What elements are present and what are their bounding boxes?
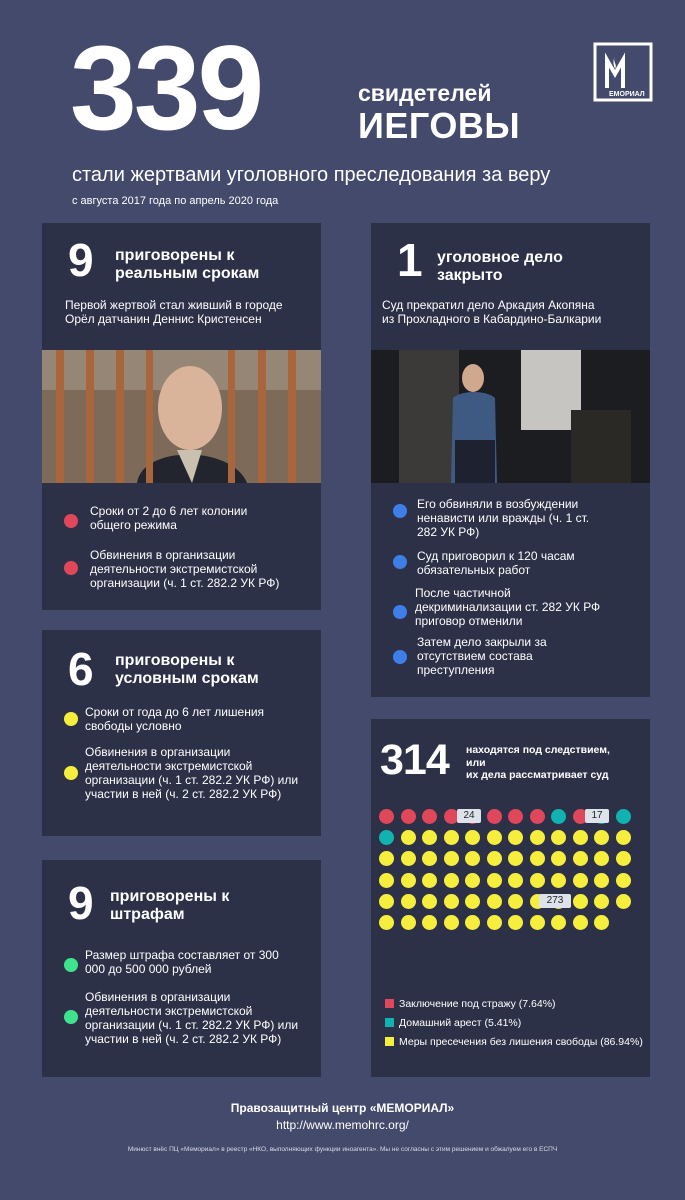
matrix-dot: [422, 809, 437, 824]
legend-house-arrest: Домашний арест (5.41%): [385, 1017, 521, 1029]
fines-bullet-1: Размер штрафа составляет от 300 000 до 500 000 рублей: [85, 948, 279, 977]
card-suspended-sentences: [42, 630, 321, 836]
matrix-dot: [401, 809, 416, 824]
matrix-dot: [465, 894, 480, 909]
real-bullet-2: Обвинения в организации деятельности экстремистской организации (ч. 1 ст. 282.2 УК РФ): [90, 548, 280, 591]
investigation-number: 314: [380, 736, 449, 784]
matrix-count-label: 17: [585, 809, 609, 823]
matrix-dot: [616, 830, 631, 845]
matrix-dot: [422, 851, 437, 866]
real-sentences-number: 9: [68, 234, 94, 286]
period-dates: с августа 2017 года по апрель 2020 года: [72, 195, 279, 207]
fines-bullet-2: Обвинения в организации деятельности экстремистской организации (ч. 1 ст. 282.2 УК РФ) или участии в ней (ч. 2 ст. 282.2 УК РФ): [85, 990, 299, 1047]
red-legend-swatch: [385, 999, 394, 1008]
card-case-closed: [371, 223, 650, 697]
matrix-dot: [616, 894, 631, 909]
matrix-dot: [379, 894, 394, 909]
matrix-dot: [487, 809, 502, 824]
matrix-dot: [487, 830, 502, 845]
matrix-dot: [401, 894, 416, 909]
card-under-investigation: [371, 719, 650, 1077]
matrix-dot: [465, 851, 480, 866]
yellow-bullet-icon: [64, 712, 78, 726]
matrix-dot: [616, 873, 631, 888]
matrix-dot: [444, 851, 459, 866]
suspended-title: приговорены к условным срокам: [115, 652, 259, 688]
card-real-sentences: [42, 223, 321, 610]
matrix-dot: [379, 915, 394, 930]
matrix-dot: [594, 830, 609, 845]
header-witnesses-label: свидетелей: [358, 80, 492, 106]
header-jehovah-label: ИЕГОВЫ: [358, 105, 521, 146]
matrix-dot: [551, 851, 566, 866]
matrix-dot: [444, 830, 459, 845]
matrix-dot: [401, 830, 416, 845]
matrix-dot: [594, 894, 609, 909]
matrix-dot: [594, 851, 609, 866]
matrix-dot: [487, 915, 502, 930]
matrix-dot: [573, 915, 588, 930]
suspended-number: 6: [68, 643, 94, 695]
closed-case-description: Суд прекратил дело Аркадия Акопяна из Прохладного в Кабардино-Балкарии: [382, 298, 602, 327]
matrix-dot: [379, 830, 394, 845]
matrix-dot: [530, 809, 545, 824]
matrix-dot: [594, 873, 609, 888]
matrix-dot: [487, 894, 502, 909]
matrix-dot: [401, 873, 416, 888]
matrix-dot: [444, 915, 459, 930]
blue-bullet-icon: [393, 650, 407, 664]
legend-no-detention: Меры пресечения без лишения свободы (86.94%): [385, 1036, 643, 1048]
matrix-dot: [422, 894, 437, 909]
matrix-dot: [508, 894, 523, 909]
matrix-dot: [573, 851, 588, 866]
matrix-count-label: 24: [457, 809, 481, 823]
fines-number: 9: [68, 877, 94, 929]
logo-text: ЕМОРИАЛ: [609, 91, 645, 98]
matrix-dot: [594, 915, 609, 930]
footer-org-name: Правозащитный центр «МЕМОРИАЛ»: [230, 1101, 455, 1115]
matrix-dot: [422, 873, 437, 888]
teal-legend-swatch: [385, 1018, 394, 1027]
matrix-dot: [530, 830, 545, 845]
memorial-logo: [593, 42, 653, 102]
matrix-dot: [530, 851, 545, 866]
closed-bullet-4: Затем дело закрыли за отсутствием состава преступления: [417, 635, 547, 678]
real-sentences-description: Первой жертвой стал живший в городе Орёл датчанин Деннис Кристенсен: [65, 298, 283, 327]
matrix-dot: [444, 873, 459, 888]
closed-bullet-1: Его обвиняли в возбуждении ненависти или вражды (ч. 1 ст. 282 УК РФ): [417, 497, 590, 540]
yellow-bullet-icon: [64, 766, 78, 780]
matrix-dot: [573, 830, 588, 845]
suspended-bullet-1: Сроки от года до 6 лет лишения свободы условно: [85, 705, 265, 734]
fines-title: приговорены к штрафам: [110, 888, 230, 924]
matrix-dot: [530, 873, 545, 888]
green-bullet-icon: [64, 958, 78, 972]
matrix-dot: [551, 830, 566, 845]
matrix-dot: [487, 851, 502, 866]
matrix-dot: [401, 915, 416, 930]
photo-dennis-christensen: [42, 350, 321, 483]
matrix-dot: [465, 830, 480, 845]
green-bullet-icon: [64, 1010, 78, 1024]
matrix-dot: [573, 873, 588, 888]
matrix-dot: [508, 809, 523, 824]
closed-bullet-2: Суд приговорил к 120 часам обязательных работ: [417, 549, 575, 578]
suspended-bullet-2: Обвинения в организации деятельности экстремистской организации (ч. 1 ст. 282.2 УК РФ) или участии в ней (ч. 2 ст. 282.2 УК РФ): [85, 745, 299, 802]
subtitle: стали жертвами уголовного преследования за веру: [72, 164, 551, 186]
yellow-legend-swatch: [385, 1037, 394, 1046]
matrix-dot: [465, 915, 480, 930]
matrix-dot: [422, 915, 437, 930]
matrix-dot: [551, 873, 566, 888]
matrix-dot: [422, 830, 437, 845]
matrix-dot: [401, 851, 416, 866]
matrix-count-label: 273: [539, 894, 571, 908]
matrix-dot: [616, 851, 631, 866]
legend-detention: Заключение под стражу (7.64%): [385, 998, 556, 1010]
matrix-dot: [379, 809, 394, 824]
matrix-dot: [530, 915, 545, 930]
matrix-dot: [551, 915, 566, 930]
matrix-dot: [379, 873, 394, 888]
photo-arkady-akopyan: [371, 350, 650, 483]
total-victims-number: 339: [70, 21, 262, 155]
real-sentences-title: приговорены к реальным срокам: [115, 247, 260, 283]
footer-url-link[interactable]: http://www.memohrc.org/: [276, 1118, 409, 1132]
matrix-dot: [508, 873, 523, 888]
closed-case-number: 1: [397, 234, 423, 286]
blue-bullet-icon: [393, 605, 407, 619]
matrix-dot: [508, 915, 523, 930]
red-bullet-icon: [64, 561, 78, 575]
card-fines: [42, 860, 321, 1077]
closed-bullet-3: После частичной декриминализации ст. 282 УК РФ приговор отменили: [415, 586, 601, 629]
dot-matrix-chart: [379, 809, 639, 987]
matrix-dot: [508, 851, 523, 866]
matrix-dot: [616, 809, 631, 824]
blue-bullet-icon: [393, 504, 407, 518]
blue-bullet-icon: [393, 555, 407, 569]
investigation-text: находятся под следствием, или их дела рассматривает суд: [466, 744, 610, 782]
red-bullet-icon: [64, 514, 78, 528]
footer-note: Минюст внёс ПЦ «Мемориал» в реестр «НКО, выполняющих функции иноагента». Мы не согласны с этим решением и обжалуем его в ЕСПЧ: [127, 1146, 558, 1153]
matrix-dot: [379, 851, 394, 866]
matrix-dot: [465, 873, 480, 888]
closed-case-title: уголовное дело закрыто: [437, 249, 563, 285]
matrix-dot: [551, 809, 566, 824]
matrix-dot: [508, 830, 523, 845]
matrix-dot: [573, 894, 588, 909]
matrix-dot: [444, 894, 459, 909]
matrix-dot: [487, 873, 502, 888]
real-bullet-1: Сроки от 2 до 6 лет колонии общего режима: [90, 504, 248, 533]
